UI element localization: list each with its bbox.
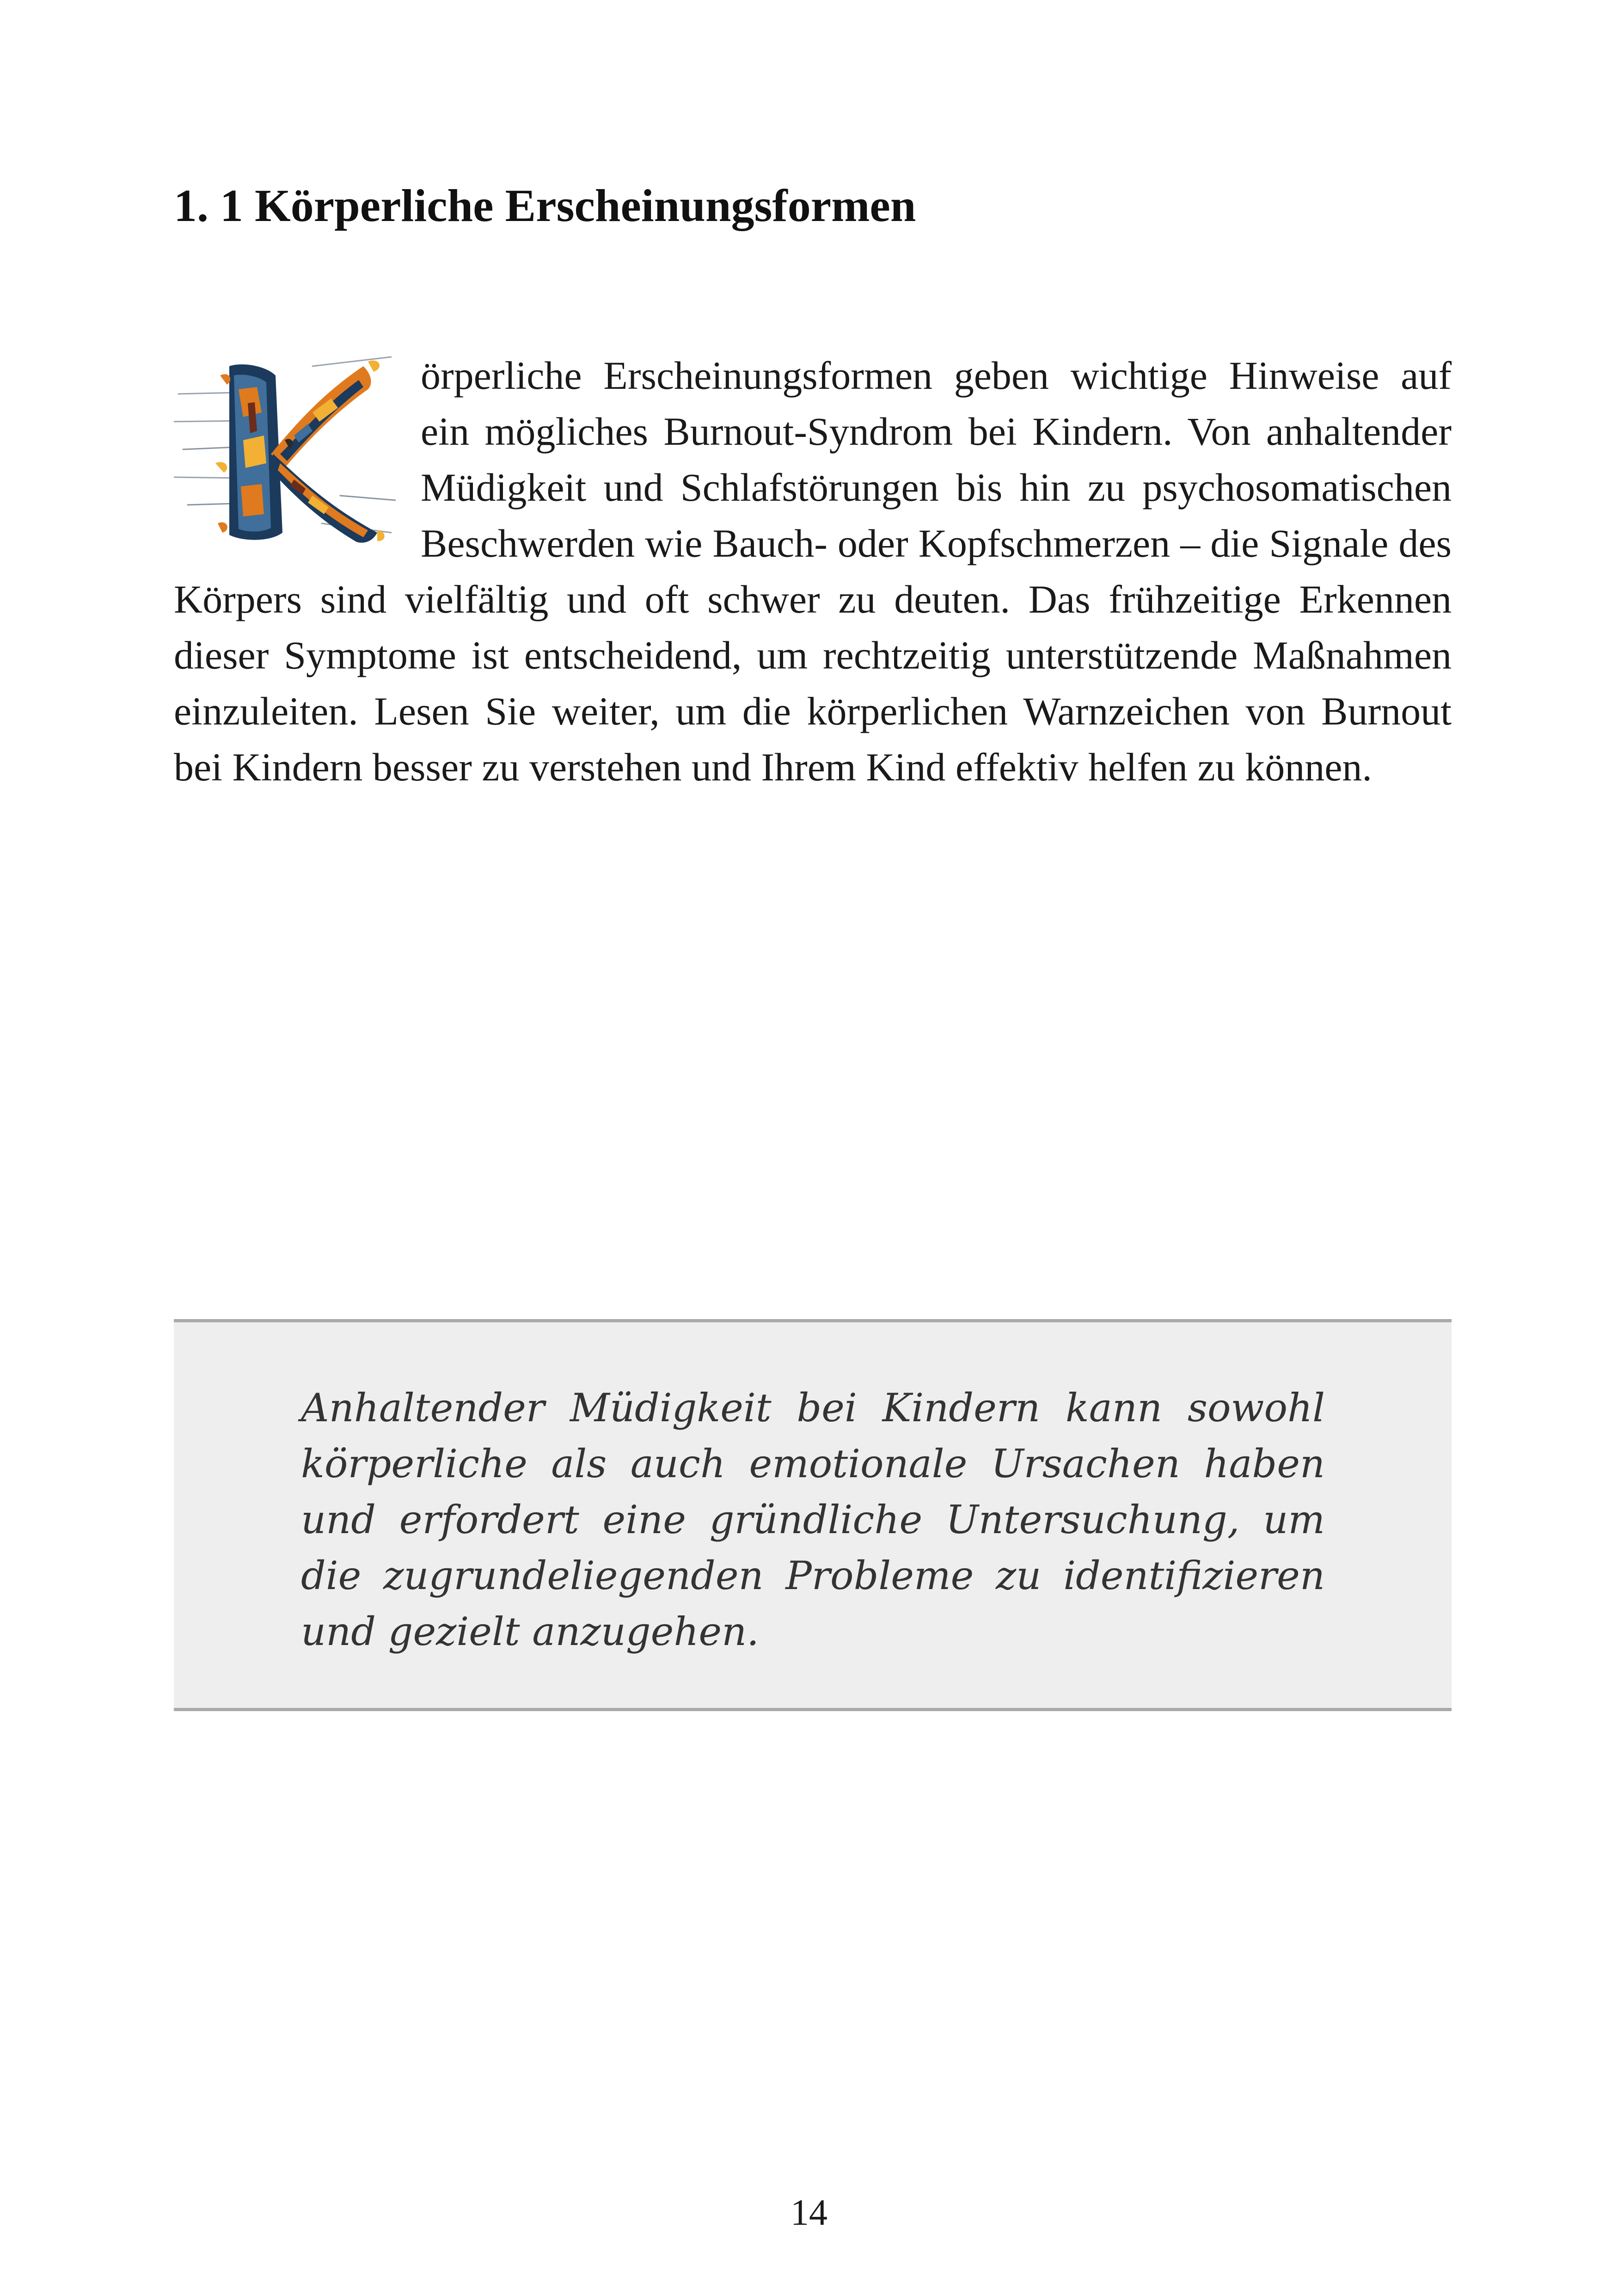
section-heading: 1. 1 Körperliche Erscheinungsformen [174, 180, 916, 231]
quote-box [174, 1319, 1452, 1711]
page-number: 14 [791, 2192, 827, 2233]
intro-paragraph [174, 348, 1452, 795]
quote-text: Anhaltender Müdigkeit bei Kindern kann sowohl körperliche als auch emotionale Ursachen haben und erfordert eine gründliche Untersuchung, um die zugrundeliegenden Probleme zu identifizieren und gezielt anzugehen. [301, 1385, 1325, 1654]
paragraph-text: örperliche Erscheinungsformen geben wichtige Hinweise auf ein mögliches Burnout-Syndrom bei Kindern. Von anhaltender Müdigkeit und Schlafstörungen bis hin zu psychosomatischen Beschwerden wie Bauch- oder Kopfschmerzen – die Signale des Körpers sind vielfältig und oft schwer zu deuten. Das frühzeitige Erkennen dieser Symptome ist entscheidend, um rechtzeitig unterstützende Maßnahmen einzuleiten. Lesen Sie weiter, um die körperlichen Warnzeichen von Burnout bei Kindern besser zu verstehen und Ihrem Kind effektiv helfen zu können. [174, 353, 1452, 789]
dropcap-k-illustration [174, 348, 396, 546]
